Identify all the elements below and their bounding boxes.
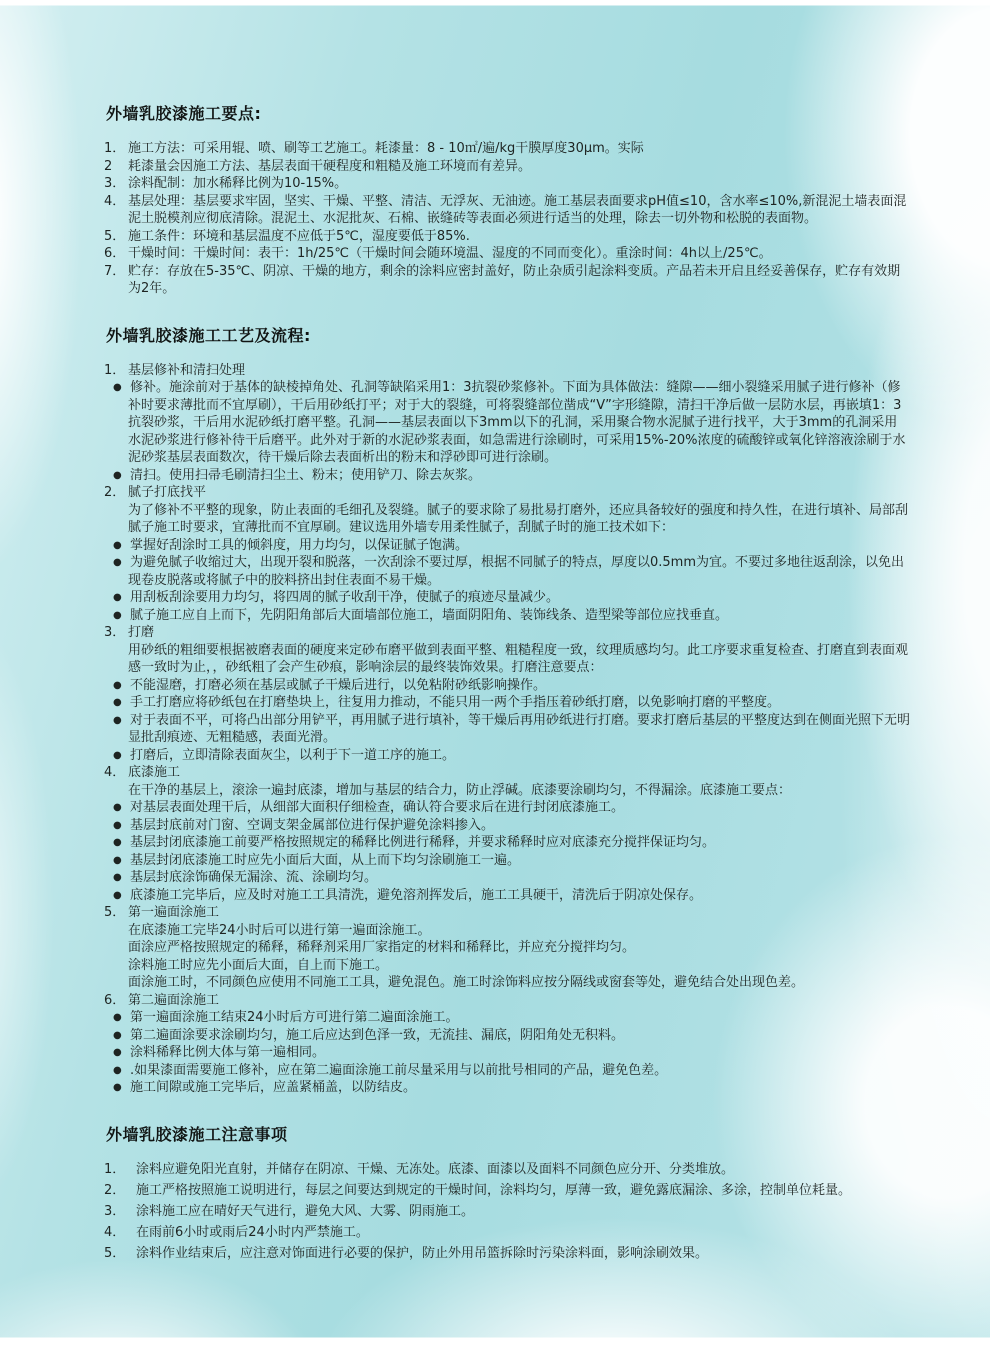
text-content: 底漆施工完毕后，应及时对施工工具清洗，避免溶剂挥发后，施工工具硬干，清洗后于阴凉处保存。 bbox=[130, 887, 703, 903]
numbered-item bbox=[104, 1224, 910, 1242]
bullet-icon: ● bbox=[113, 837, 122, 848]
bullet-icon: ● bbox=[113, 1047, 122, 1058]
bullet-item bbox=[104, 1044, 910, 1062]
text-content: 涂料施工时应先小面后大面，自上而下施工。 bbox=[128, 957, 389, 973]
bullet-item bbox=[104, 869, 910, 887]
text-content: 用刮板刮涂要用力均匀，将四周的腻子收刮干净，使腻子的痕迹尽量减少。 bbox=[130, 590, 560, 605]
text-content: 面涂应严格按照规定的稀释，稀释剂采用厂家指定的材料和稀释比，并应充分搅拌均匀。 bbox=[128, 940, 636, 955]
text-content: 第一遍面涂施工 bbox=[128, 905, 220, 920]
numbered-item bbox=[104, 158, 910, 176]
text-content: 修补。施涂前对于基体的缺棱掉角处、孔洞等缺陷采用1：3抗裂砂浆修补。下面为具体做法：缝隙——细小裂缝采用腻子进行修补（修补时要求薄批而不宜厚刷），干后用砂纸打平；对于大的裂缝，可将裂缝部位凿成“V”字形缝隙，清扫干净后做一层防水层，再嵌填1：3抗裂砂浆，干后用水泥砂纸打磨平整。孔洞——基层表面以下3mm以下的孔洞，采用聚合物水泥腻子进行找平，大于3mm的孔洞采用水泥砂浆进行修补待干后磨平。此外对于新的水泥砂浆表面，如急需进行涂刷时，可采用15%-20%浓度的硫酸锌或氧化锌溶液涂刷于水泥砂浆基层表面数次，待干燥后除去表面析出的粉末和浮砂即可进行涂刷。 bbox=[128, 380, 906, 465]
numbered-item bbox=[104, 362, 910, 380]
text-content: 腻子打底找平 bbox=[128, 485, 207, 500]
bullet-item bbox=[104, 1027, 910, 1045]
text-content: 清扫。使用扫帚毛刷清扫尘土、粉末；使用铲刀、除去灰浆。 bbox=[130, 467, 482, 483]
text-content: 基层修补和清扫处理 bbox=[128, 362, 246, 378]
text-content: .如果漆面需要施工修补，应在第二遍面涂施工前尽量采用与以前批号相同的产品，避免色差。 bbox=[130, 1062, 668, 1078]
bullet-icon: ● bbox=[113, 697, 122, 708]
text-content: 涂料施工应在晴好天气进行，避免大风、大雾、阴雨施工。 bbox=[136, 1203, 475, 1219]
item-number: 2 bbox=[104, 158, 113, 174]
text-content: 施工间隙或施工完毕后，应盖紧桶盖，以防结皮。 bbox=[130, 1080, 417, 1095]
section-heading-key-points: 外墙乳胶漆施工要点: bbox=[106, 104, 262, 123]
bullet-icon: ● bbox=[113, 1012, 122, 1023]
text-content: 施工条件：环境和基层温度不应低于5℃，湿度要低于85%. bbox=[128, 228, 470, 244]
bullet-item bbox=[104, 677, 910, 695]
text-content: 在底漆施工完毕24小时后可以进行第一遍面涂施工。 bbox=[128, 922, 431, 938]
bullet-item bbox=[104, 887, 910, 905]
bullet-item bbox=[104, 799, 910, 817]
bullet-icon: ● bbox=[113, 592, 122, 603]
item-number: 4． bbox=[104, 765, 126, 780]
bullet-icon: ● bbox=[113, 854, 122, 866]
section-key-points bbox=[104, 104, 910, 298]
bullet-item bbox=[104, 852, 910, 870]
item-number: 7． bbox=[104, 263, 126, 279]
item-number: 5． bbox=[104, 905, 126, 920]
text-content: 掌握好刮涂时工具的倾斜度，用力均匀，以保证腻子饱满。 bbox=[130, 537, 469, 553]
bullet-icon: ● bbox=[113, 802, 122, 813]
text-content: 打磨后，立即清除表面灰尘，以利于下一道工序的施工。 bbox=[130, 747, 456, 763]
text-content: 基层处理：基层要求牢固，坚实、干燥、平整、清洁、无浮灰、无油迹。施工基层表面要求pH值≤10，含水率≤10%,新混泥土墙表面混泥土脱模剂应彻底清除。混泥土、水泥批灰、石棉、嵌缝砖等表面必须进行适当的处理，除去一切外物和松脱的表面物。 bbox=[128, 193, 907, 226]
item-number: 2． bbox=[104, 485, 126, 500]
bullet-item bbox=[104, 834, 910, 852]
bullet-icon: ● bbox=[113, 557, 122, 568]
text-content: 贮存：存放在5-35℃、阴凉、干燥的地方，剩余的涂料应密封盖好，防止杂质引起涂料变质。产品若未开启且经妥善保存，贮存有效期为2年。 bbox=[128, 263, 901, 296]
numbered-item bbox=[104, 1161, 910, 1179]
bullet-item bbox=[104, 537, 910, 555]
text-content: 耗漆量会因施工方法、基层表面干硬程度和粗糙及施工环境而有差异。 bbox=[128, 158, 532, 174]
paragraph-line bbox=[104, 502, 910, 537]
item-number: 4． bbox=[104, 1224, 126, 1240]
section-body-key-points bbox=[104, 140, 910, 298]
bullet-item bbox=[104, 554, 910, 589]
text-content: 涂料配制：加水稀释比例为10-15%。 bbox=[128, 176, 348, 191]
bullet-icon: ● bbox=[113, 679, 122, 691]
bullet-icon: ● bbox=[113, 1029, 122, 1041]
text-content: 基层封闭底漆施工时应先小面后大面，从上而下均匀涂刷施工一遍。 bbox=[130, 852, 521, 868]
text-content: 第一遍面涂施工结束24小时后方可进行第二遍面涂施工。 bbox=[130, 1010, 459, 1025]
text-content: 为了修补不平整的现象，防止表面的毛细孔及裂缝。腻子的要求除了易批易打磨外，还应具备较好的强度和持久性，在进行填补、局部刮腻子施工时要求，宜薄批而不宜厚刷。建议选用外墙专用柔性腻子，刮腻子时的施工技术如下： bbox=[128, 502, 909, 535]
text-content: 腻子施工应自上而下，先阴阳角部后大面墙部位施工，墙面阴阳角、装饰线条、造型梁等部位应找垂直。 bbox=[130, 607, 729, 623]
section-heading-process: 外墙乳胶漆施工工艺及流程: bbox=[106, 325, 311, 345]
numbered-item bbox=[104, 1245, 910, 1263]
text-content: 底漆施工 bbox=[128, 765, 181, 780]
text-content: 手工打磨应将砂纸包在打磨垫块上，往复用力推动，不能只用一两个手指压着砂纸打磨，以免影响打磨的平整度。 bbox=[130, 695, 781, 710]
paragraph-line bbox=[104, 642, 910, 677]
text-content: 在干净的基层上，滚涂一遍封底漆，增加与基层的结合力，防止浮碱。底漆要涂刷均匀，不得漏涂。底漆施工要点： bbox=[128, 782, 792, 798]
bullet-item bbox=[104, 589, 910, 607]
text-content: 用砂纸的粗细要根据被磨表面的硬度来定砂布磨平做到表面平整、粗糙程度一致，纹理质感均匀。此工序要求重复检查、打磨直到表面观感一致时为止，，砂纸粗了会产生砂痕，影响涂层的最终装饰效果。打磨注意要点： bbox=[128, 642, 909, 675]
text-content: 不能湿磨，打磨必须在基层或腻子干燥后进行，以免粘附砂纸影响操作。 bbox=[130, 677, 547, 693]
numbered-item bbox=[104, 992, 910, 1010]
item-number: 6． bbox=[104, 992, 126, 1008]
text-content: 第二遍面涂要求涂刷均匀，施工后应达到色泽一致，无流挂、漏底，阴阳角处无积料。 bbox=[130, 1027, 625, 1043]
text-content: 第二遍面涂施工 bbox=[128, 992, 220, 1008]
section-body-precautions bbox=[104, 1161, 910, 1263]
numbered-item bbox=[104, 1203, 910, 1221]
bullet-icon: ● bbox=[113, 889, 122, 901]
bullet-item bbox=[104, 607, 910, 625]
item-number: 1． bbox=[104, 141, 126, 156]
numbered-item bbox=[104, 904, 910, 922]
item-number: 3． bbox=[104, 176, 126, 191]
text-content: 基层封闭底漆施工前要严格按照规定的稀释比例进行稀释，并要求稀释时应对底漆充分搅拌保证均匀。 bbox=[130, 835, 716, 850]
text-content: 涂料应避免阳光直射，并储存在阴凉、干燥、无冻处。底漆、面漆以及面料不同颜色应分开、分类堆放。 bbox=[136, 1161, 735, 1177]
paragraph-line bbox=[104, 939, 910, 957]
numbered-item bbox=[104, 140, 910, 158]
item-number: 6． bbox=[104, 246, 126, 261]
text-content: 干燥时间：干燥时间：表干：1h/25℃（干燥时间会随环境温、湿度的不同而变化）。重涂时间：4h以上/25℃。 bbox=[128, 246, 772, 261]
numbered-item bbox=[104, 484, 910, 502]
bullet-icon: ● bbox=[113, 749, 122, 761]
bullet-item bbox=[104, 694, 910, 712]
paragraph-line bbox=[104, 782, 910, 800]
item-number: 4． bbox=[104, 193, 126, 209]
bullet-icon: ● bbox=[113, 1064, 122, 1076]
text-content: 涂料作业结束后，应注意对饰面进行必要的保护，防止外用吊篮拆除时污染涂料面，影响涂刷效果。 bbox=[136, 1245, 709, 1261]
bullet-item bbox=[104, 379, 910, 467]
bullet-item bbox=[104, 747, 910, 765]
bullet-icon: ● bbox=[113, 714, 122, 726]
bullet-icon: ● bbox=[113, 1082, 122, 1093]
numbered-item bbox=[104, 193, 910, 228]
item-number: 5． bbox=[104, 228, 126, 244]
section-heading-precautions: 外墙乳胶漆施工注意事项 bbox=[106, 1124, 288, 1144]
bullet-icon: ● bbox=[113, 872, 122, 883]
item-number: 1． bbox=[104, 1161, 126, 1177]
text-content: 对基层表面处理干后，从细部大面积仔细检查，确认符合要求后在进行封闭底漆施工。 bbox=[130, 800, 625, 815]
document-content bbox=[104, 104, 910, 1277]
paragraph-line bbox=[104, 922, 910, 940]
bullet-icon: ● bbox=[113, 819, 122, 831]
item-number: 2． bbox=[104, 1182, 126, 1198]
text-content: 为避免腻子收缩过大，出现开裂和脱落，一次刮涂不要过厚，根据不同腻子的特点，厚度以0.5mm为宜。不要过多地往返刮涂，以免出现卷皮脱落或将腻子中的胶料挤出封住表面不易干燥。 bbox=[128, 555, 905, 588]
bullet-item bbox=[104, 1062, 910, 1080]
section-body-process bbox=[104, 362, 910, 1097]
bullet-item bbox=[104, 1009, 910, 1027]
bullet-icon: ● bbox=[113, 539, 122, 551]
text-content: 基层封底前对门窗、空调支架金属部位进行保护避免涂料掺入。 bbox=[130, 817, 495, 833]
bullet-icon: ● bbox=[113, 469, 122, 481]
text-content: 涂料稀释比例大体与第一遍相同。 bbox=[130, 1045, 326, 1060]
text-content: 打磨 bbox=[128, 625, 155, 640]
numbered-item bbox=[104, 1182, 910, 1200]
bullet-item bbox=[104, 817, 910, 835]
numbered-item bbox=[104, 228, 910, 246]
text-content: 施工严格按照施工说明进行，每层之间要达到规定的干燥时间，涂料均匀，厚薄一致，避免露底漏涂、多涂，控制单位耗量。 bbox=[136, 1182, 852, 1198]
bullet-icon: ● bbox=[113, 609, 122, 621]
numbered-item bbox=[104, 245, 910, 263]
paragraph-line bbox=[104, 957, 910, 975]
item-number: 5． bbox=[104, 1245, 126, 1261]
text-content: 面涂施工时，不同颜色应使用不同施工工具，避免混色。施工时涂饰料应按分隔线或窗套等处，避免结合处出现色差。 bbox=[128, 975, 805, 990]
bullet-item bbox=[104, 1079, 910, 1097]
bullet-item bbox=[104, 712, 910, 747]
numbered-item bbox=[104, 624, 910, 642]
bullet-item bbox=[104, 467, 910, 485]
item-number: 3． bbox=[104, 625, 126, 640]
numbered-item bbox=[104, 263, 910, 298]
section-process bbox=[104, 326, 910, 1097]
bullet-icon: ● bbox=[113, 382, 122, 393]
text-content: 基层封底涂饰确保无漏涂、流、涂刷均匀。 bbox=[130, 870, 378, 885]
numbered-item bbox=[104, 764, 910, 782]
text-content: 施工方法：可采用辊、喷、刷等工艺施工。耗漆量：8 - 10㎡/遍/kg干膜厚度30μm。实际 bbox=[128, 141, 644, 156]
numbered-item bbox=[104, 175, 910, 193]
paragraph-line bbox=[104, 974, 910, 992]
section-precautions bbox=[104, 1125, 910, 1263]
item-number: 3． bbox=[104, 1203, 126, 1219]
text-content: 对于表面不平，可将凸出部分用铲平，再用腻子进行填补，等干燥后再用砂纸进行打磨。要求打磨后基层的平整度达到在侧面光照下无明显批刮痕迹、无粗糙感，表面光滑。 bbox=[128, 712, 911, 745]
text-content: 在雨前6小时或雨后24小时内严禁施工。 bbox=[136, 1224, 369, 1240]
item-number: 1． bbox=[104, 362, 126, 378]
